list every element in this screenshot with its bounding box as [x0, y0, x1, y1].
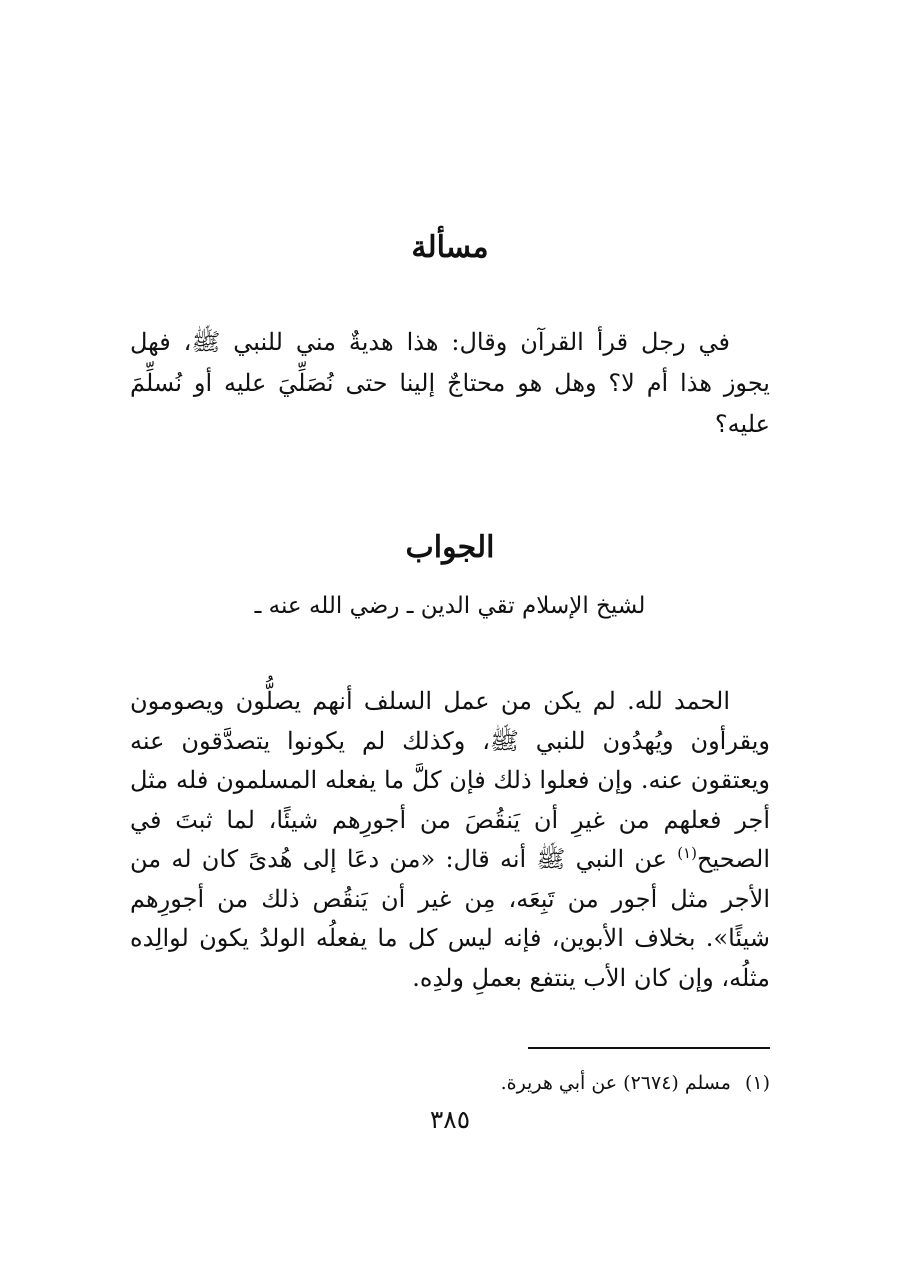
question-line-2: يجوز هذا أم لا؟ وهل هو محتاجٌ إلينا حتى نُصَلِّيَ عليه أو نُسلِّمَ — [130, 369, 770, 397]
footnote — [130, 1068, 770, 1098]
answer-line-5-rest: عن النبي ﷺ أنه قال: «من دعَا إلى هُدىً كان له من — [130, 845, 667, 873]
answer-line-5 — [130, 840, 770, 880]
question-line-1: في رجل قرأ القرآن وقال: هذا هديةٌ مني للنبي ﷺ، فهل — [130, 328, 730, 356]
footnote-reference[interactable]: (١) — [677, 844, 697, 862]
question-text — [130, 322, 770, 445]
answer-line-5-lead: الصحيح — [696, 845, 770, 873]
footnote-text: مسلم (٢٦٧٤) عن أبي هريرة. — [500, 1072, 731, 1094]
answer-attribution: لشيخ الإسلام تقي الدين ـ رضي الله عنه ـ — [254, 593, 646, 619]
answer-heading: الجواب — [405, 530, 495, 565]
footnote-number: (١) — [744, 1072, 770, 1094]
answer-line-7: شيئًا». بخلاف الأبوين، فإنه ليس كل ما يفعلُه الولدُ يكون لوالِده — [130, 924, 770, 952]
question-line-3: عليه؟ — [714, 410, 770, 438]
footnote-divider — [528, 1047, 770, 1049]
answer-line-3: ويعتقون عنه. وإن فعلوا ذلك فإن كلَّ ما يفعله المسلمون فله مثل — [130, 766, 770, 794]
answer-line-1: الحمد لله. لم يكن من عمل السلف أنهم يصلُّون ويصومون — [130, 687, 730, 715]
answer-line-2: ويقرأون ويُهدُون للنبي ﷺ، وكذلك لم يكونوا يتصدَّقون عنه — [130, 726, 770, 755]
page-number: ٣٨٥ — [429, 1105, 471, 1134]
question-heading: مسألة — [411, 230, 489, 265]
answer-text — [130, 682, 770, 998]
answer-line-6: الأجر مثل أجور من تَبِعَه، مِن غير أن يَنقُص ذلك من أجورِهم — [130, 884, 770, 913]
answer-line-8: مثلُه، وإن كان الأب ينتفع بعملِ ولدِه. — [412, 963, 770, 992]
answer-line-4: أجر فعلهم من غيرِ أن يَنقُصَ من أجورِهم شيئًا، لما ثبتَ في — [130, 805, 770, 834]
